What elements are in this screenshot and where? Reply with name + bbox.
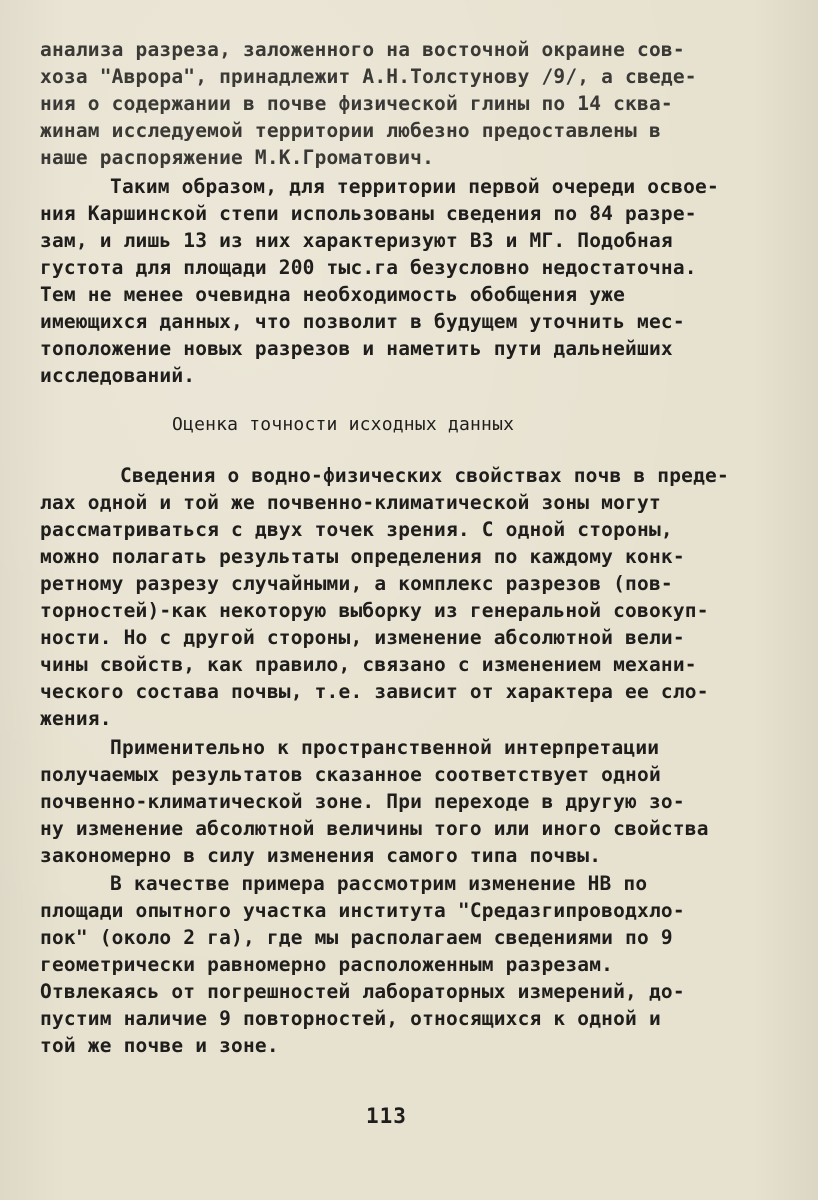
text-line: жинам исследуемой территории любезно предоставлены в	[40, 119, 661, 142]
text-line: ческого состава почвы, т.е. зависит от характера ее сло-	[40, 680, 709, 703]
text-line: Применительно к пространственной интерпретации	[110, 736, 660, 759]
text-line: В качестве примера рассмотрим изменение НВ по	[110, 872, 648, 895]
text-line: чины свойств, как правило, связано с изменением механи-	[40, 653, 697, 676]
text-line: ну изменение абсолютной величины того или иного свойства	[40, 817, 709, 840]
page-number: 113	[366, 1104, 407, 1128]
text-line: Сведения о водно-физических свойствах почв в преде-	[120, 464, 729, 487]
text-line: ретному разрезу случайными, а комплекс разрезов (пов-	[40, 572, 673, 595]
text-line: Тем не менее очевидна необходимость обобщения уже	[40, 283, 626, 306]
text-line: ности. Но с другой стороны, изменение абсолютной вели-	[40, 626, 685, 649]
text-line: Отвлекаясь от погрешностей лабораторных измерений, до-	[40, 980, 685, 1003]
text-line: той же почве и зоне.	[40, 1034, 279, 1057]
text-line: можно полагать результаты определения по каждому конк-	[40, 545, 685, 568]
text-line: торностей)-как некоторую выборку из генеральной совокуп-	[40, 599, 709, 622]
text-line: хоза "Аврора", принадлежит А.Н.Толстунову /9/, а сведе-	[40, 65, 697, 88]
text-line: рассматриваться с двух точек зрения. С одной стороны,	[40, 518, 673, 541]
text-line: ния Каршинской степи использованы сведения по 84 разре-	[40, 202, 697, 225]
text-line: пустим наличие 9 повторностей, относящихся к одной и	[40, 1007, 661, 1030]
section-heading: Оценка точности исходных данных	[172, 414, 515, 435]
text-line: ния о содержании в почве физической глины по 14 сква-	[40, 92, 673, 115]
text-line: площади опытного участка института "Средазгипроводхло-	[40, 899, 685, 922]
text-line: густота для площади 200 тыс.га безусловно недостаточна.	[40, 256, 697, 279]
text-line: зам, и лишь 13 из них характеризуют ВЗ и МГ. Подобная	[40, 229, 673, 252]
text-line: Таким образом, для территории первой очереди освое-	[110, 175, 719, 198]
text-line: имеющихся данных, что позволит в будущем уточнить мес-	[40, 310, 685, 333]
text-line: анализа разреза, заложенного на восточной окраине сов-	[40, 38, 685, 61]
text-line: жения.	[40, 707, 112, 730]
text-line: закономерно в силу изменения самого типа почвы.	[40, 844, 602, 867]
text-line: исследований.	[40, 364, 196, 387]
text-line: почвенно-климатической зоне. При переходе в другую зо-	[40, 790, 685, 813]
text-line: наше распоряжение М.К.Громатович.	[40, 146, 435, 169]
text-line: лах одной и той же почвенно-климатической зоны могут	[40, 491, 661, 514]
text-line: тоположение новых разрезов и наметить пути дальнейших	[40, 337, 673, 360]
text-line: получаемых результатов сказанное соответствует одной	[40, 763, 661, 786]
text-line: пок" (около 2 га), где мы располагаем сведениями по 9	[40, 926, 673, 949]
text-line: геометрически равномерно расположенным разрезам.	[40, 953, 614, 976]
